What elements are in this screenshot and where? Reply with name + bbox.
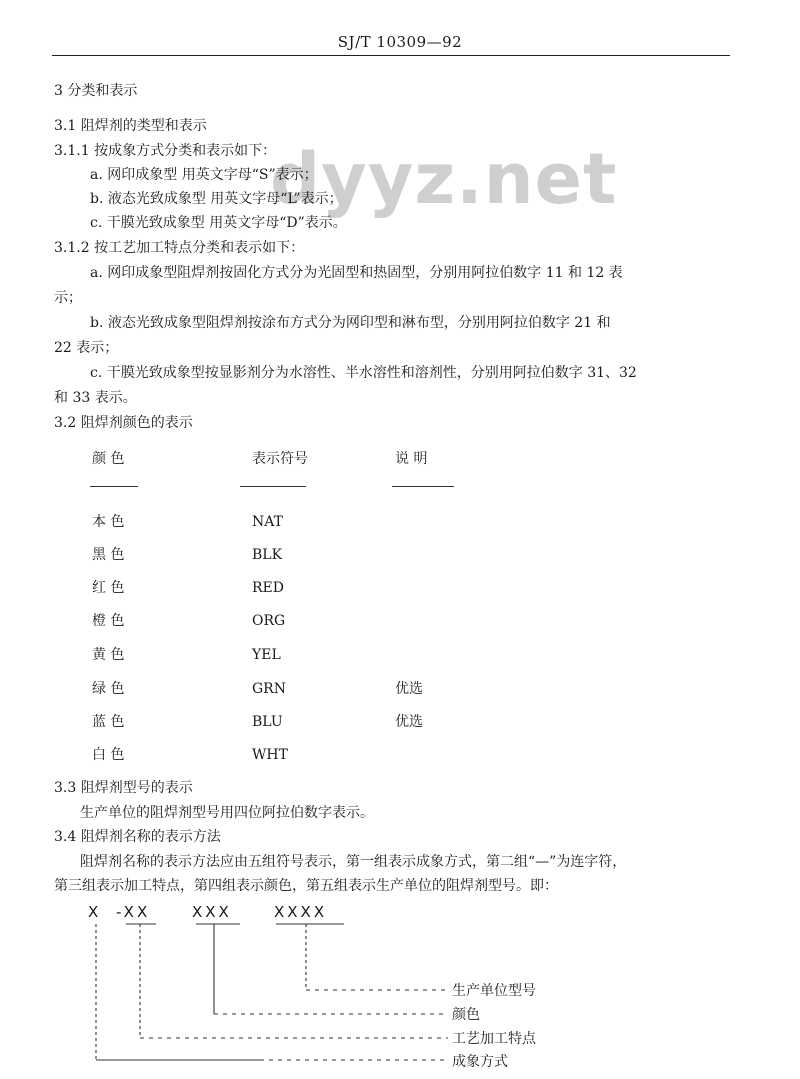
section-3-1-1-title: 3.1.1 按成象方式分类和表示如下： bbox=[54, 143, 277, 159]
section-3-1-2-title: 3.1.2 按工艺加工特点分类和表示如下： bbox=[54, 240, 305, 256]
paragraph-line: 22 表示； bbox=[54, 340, 119, 356]
code-group-2: -XX bbox=[116, 903, 151, 921]
paragraph-line: c. 干膜光致成象型按显影剂分为水溶性、半水溶性和溶剂性，分别用阿拉伯数字 31、32 bbox=[90, 365, 637, 381]
list-item: b. 液态光致成象型 用英文字母“L”表示； bbox=[90, 191, 343, 207]
code-group-3: XXX bbox=[192, 903, 232, 921]
table-cell-color: 蓝 色 bbox=[92, 714, 125, 730]
table-cell-color: 红 色 bbox=[92, 580, 125, 596]
paragraph-line: 示； bbox=[54, 290, 82, 306]
table-cell-color: 绿 色 bbox=[92, 681, 125, 697]
table-cell-color: 本 色 bbox=[92, 514, 125, 530]
diagram-label: 成象方式 bbox=[452, 1054, 508, 1070]
table-cell-note: 优选 bbox=[395, 681, 423, 697]
table-cell-code: GRN bbox=[252, 681, 286, 697]
watermark: dyyz.net bbox=[270, 138, 618, 220]
diagram-label: 工艺加工特点 bbox=[452, 1031, 536, 1047]
section-3-3-title: 3.3 阻焊剂型号的表示 bbox=[54, 780, 193, 796]
section-3-title: 3 分类和表示 bbox=[54, 83, 138, 99]
section-3-2-title: 3.2 阻焊剂颜色的表示 bbox=[54, 415, 193, 431]
paragraph-line: b. 液态光致成象型阻焊剂按涂布方式分为网印型和淋布型，分别用阿拉伯数字 21 和 bbox=[90, 315, 611, 331]
table-cell-color: 橙 色 bbox=[92, 613, 125, 629]
table-cell-code: YEL bbox=[252, 647, 281, 663]
paragraph-line: 第三组表示加工特点，第四组表示颜色，第五组表示生产单位的阻焊剂型号。即： bbox=[54, 878, 558, 894]
section-3-1-title: 3.1 阻焊剂的类型和表示 bbox=[54, 118, 207, 134]
table-cell-color: 黑 色 bbox=[92, 547, 125, 563]
list-item: a. 网印成象型 用英文字母“S”表示； bbox=[90, 167, 318, 183]
list-item: c. 干膜光致成象型 用英文字母“D”表示。 bbox=[90, 215, 347, 231]
table-cell-code: NAT bbox=[252, 514, 283, 530]
diagram-label: 生产单位型号 bbox=[452, 983, 536, 999]
table-header-code: 表示符号 bbox=[252, 451, 308, 467]
paragraph-line: 生产单位的阻焊剂型号用四位阿拉伯数字表示。 bbox=[80, 805, 374, 821]
table-cell-color: 白 色 bbox=[92, 747, 125, 763]
table-cell-code: BLK bbox=[252, 547, 283, 563]
table-cell-note: 优选 bbox=[395, 714, 423, 730]
table-cell-color: 黄 色 bbox=[92, 647, 125, 663]
paragraph-line: 阻焊剂名称的表示方法应由五组符号表示，第一组表示成象方式，第二组“—”为连字符， bbox=[80, 854, 627, 870]
paragraph-line: 和 33 表示。 bbox=[54, 390, 137, 406]
table-cell-code: WHT bbox=[252, 747, 288, 763]
code-group-4: XXXX bbox=[274, 903, 328, 921]
header-standard-number: SJ/T 10309—92 bbox=[337, 33, 463, 51]
diagram-label: 颜色 bbox=[452, 1007, 480, 1023]
table-header-note: 说 明 bbox=[395, 451, 428, 467]
section-3-4-title: 3.4 阻焊剂名称的表示方法 bbox=[54, 829, 221, 845]
paragraph-line: a. 网印成象型阻焊剂按固化方式分为光固型和热固型，分别用阿拉伯数字 11 和 12 表 bbox=[90, 265, 623, 281]
table-cell-code: ORG bbox=[252, 613, 286, 629]
table-cell-code: BLU bbox=[252, 714, 283, 730]
code-group-1: X bbox=[88, 903, 102, 921]
table-header-color: 颜 色 bbox=[92, 451, 125, 467]
table-cell-code: RED bbox=[252, 580, 284, 596]
